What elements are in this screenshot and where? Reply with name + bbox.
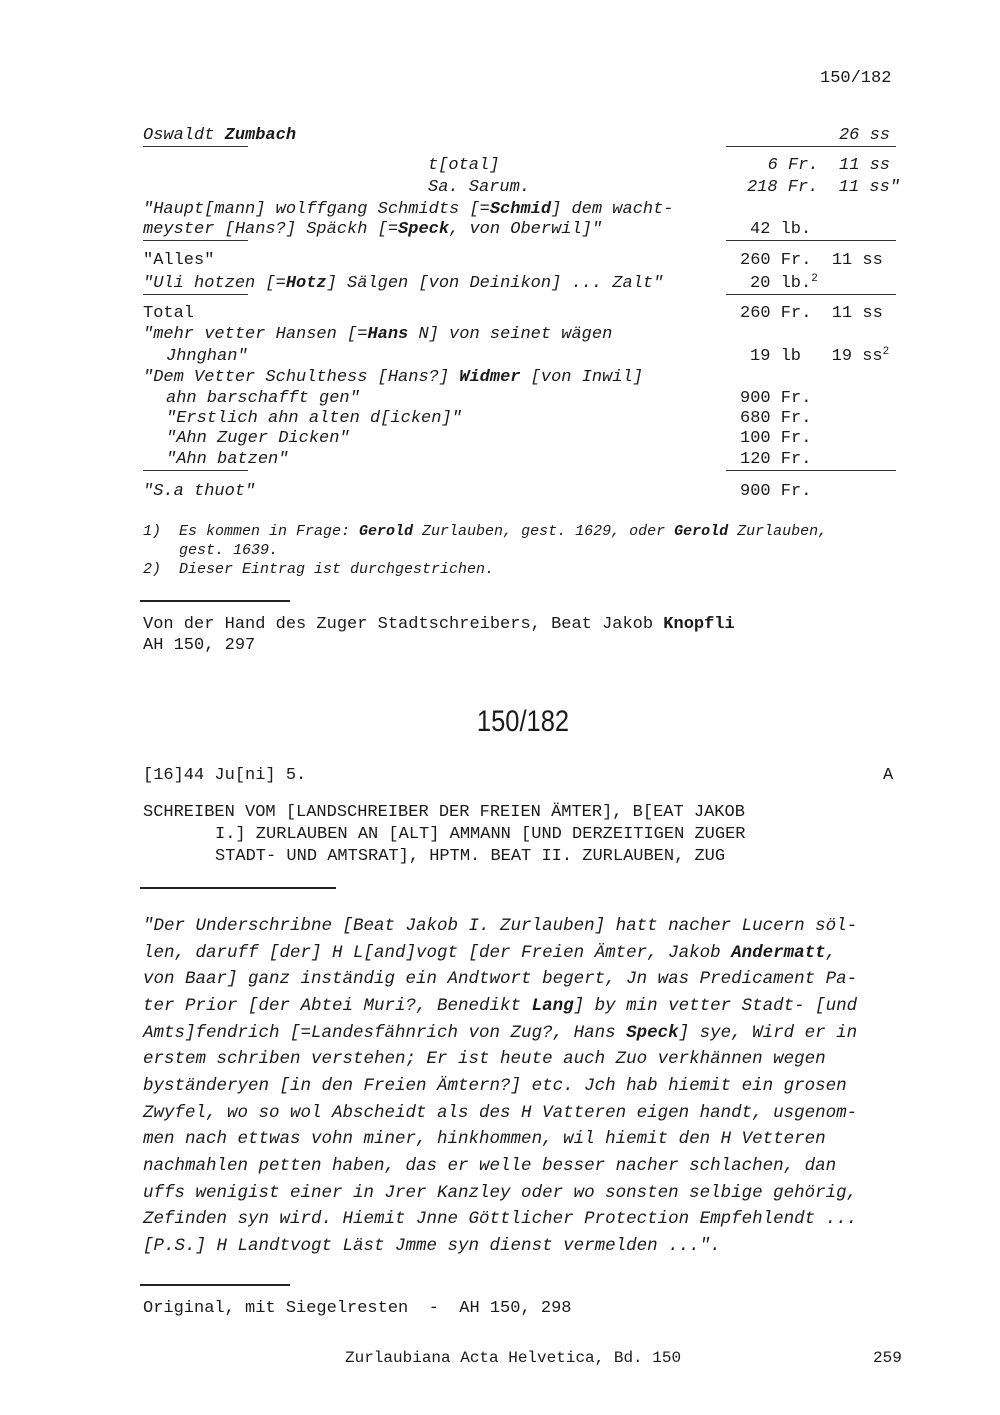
table-row-amount: 100 Fr. <box>740 429 812 448</box>
table-row-amount: 900 Fr. <box>740 389 812 408</box>
table-row-label: Oswaldt Zumbach <box>143 126 297 145</box>
table-row-amount: 42 lb. <box>750 220 812 239</box>
letter-line: byständeryen [in den Freien Ämtern?] etc. Jch hab hiemit ein grosen <box>143 1076 847 1096</box>
table-row-amount: 900 Fr. <box>740 482 812 501</box>
archive-reference: AH 150, 297 <box>143 636 256 655</box>
entry-number: 150/182 <box>476 705 570 738</box>
table-row-label: "Haupt[mann] wolffgang Schmidts [=Schmid] dem wacht- <box>143 200 674 219</box>
footnote-text: gest. 1639. <box>179 542 279 559</box>
source-note: Von der Hand des Zuger Stadtschreibers, Beat Jakob Knopfli <box>143 615 735 634</box>
letter-line: nachmahlen petten haben, das er welle besser nacher schlachen, dan <box>143 1156 837 1176</box>
table-row-label: "Ahn Zuger Dicken" <box>166 429 350 448</box>
table-row-amount: 680 Fr. <box>740 409 812 428</box>
letter-line: von Baar] ganz inständig ein Andtwort begert, Jn was Predicament Pa- <box>143 969 858 989</box>
footnote-number: 1) <box>143 523 162 540</box>
journal-title: Zurlaubiana Acta Helvetica, Bd. 150 <box>345 1349 682 1367</box>
table-row-amount: 26 ss <box>838 126 890 145</box>
letter-line: Zefinden syn wird. Hiemit Jnne Göttlicher Protection Empfehlendt ... <box>143 1209 858 1229</box>
letter-line: [P.S.] H Landtvogt Läst Jmme syn dienst vermelden ...". <box>143 1236 721 1256</box>
table-row-amount: 260 Fr. 11 ss <box>740 304 883 323</box>
table-row-label: ahn barschafft gen" <box>166 389 360 408</box>
letter-line: uffs wenigist einer in Jrer Kanzley oder wo sonsten selbige gehörig, <box>143 1183 858 1203</box>
table-row-amount: 120 Fr. <box>740 450 812 469</box>
divider <box>726 146 896 147</box>
table-row-label: Sa. Sarum. <box>428 178 531 197</box>
section-divider <box>140 600 290 602</box>
source-note: Original, mit Siegelresten - AH 150, 298 <box>143 1299 572 1318</box>
entry-title: STADT- UND AMTSRAT], HPTM. BEAT II. ZURLAUBEN, ZUG <box>215 847 726 866</box>
table-row-amount: 19 lb 19 $ss^2$ <box>750 346 890 366</box>
page-reference: 150/182 <box>820 69 892 88</box>
divider <box>726 240 896 241</box>
table-row-label: Total <box>143 304 195 323</box>
section-divider <box>140 887 336 889</box>
footnote-number: 2) <box>143 561 162 578</box>
letter-line: "Der Underschribne [Beat Jakob I. Zurlauben] hatt nacher Lucern söl- <box>143 916 858 936</box>
entry-title: I.] ZURLAUBEN AN [ALT] AMMANN [UND DERZEITIGEN ZUGER <box>215 825 746 844</box>
entry-date: [16]44 Ju[ni] 5. <box>143 766 307 785</box>
divider <box>143 240 248 241</box>
table-row-label: t[otal] <box>428 156 500 175</box>
divider <box>726 470 896 471</box>
section-divider <box>140 1284 290 1286</box>
footnote-text: Es kommen in Frage: Gerold Zurlauben, gest. 1629, oder Gerold Zurlauben, <box>179 523 828 540</box>
table-row-amount: 260 Fr. 11 ss <box>740 251 883 270</box>
divider <box>143 470 248 471</box>
letter-line: len, daruff [der] H L[and]vogt [der Freien Ämter, Jakob Andermatt, <box>143 943 837 963</box>
footnote-text: Dieser Eintrag ist durchgestrichen. <box>179 561 495 578</box>
entry-type: A <box>883 766 894 785</box>
table-row-label: "Ahn batzen" <box>166 450 289 469</box>
divider <box>143 294 248 295</box>
table-row-label: "S.a thuot" <box>143 482 256 501</box>
letter-line: Zwyfel, wo so wol Abscheidt als des H Vatteren eigen handt, usgenom- <box>143 1103 858 1123</box>
table-row-label: "Uli hotzen [=Hotz] Sälgen [von Deinikon] ... Zalt" <box>143 274 664 293</box>
divider <box>726 294 896 295</box>
table-row-label: "Erstlich ahn alten d[icken]" <box>166 409 462 428</box>
divider <box>143 146 248 147</box>
letter-line: men nach ettwas vohn miner, hinkhommen, wil hiemit den H Vetteren <box>143 1129 826 1149</box>
table-row-label: Jhnghan" <box>166 347 248 366</box>
entry-title: SCHREIBEN VOM [LANDSCHREIBER DER FREIEN ÄMTER], B[EAT JAKOB <box>143 803 745 822</box>
letter-line: erstem schriben verstehen; Er ist heute auch Zuo verkhännen wegen <box>143 1049 826 1069</box>
page-number: 259 <box>873 1349 902 1367</box>
table-row-amount: 218 Fr. 11 ss" <box>746 178 900 197</box>
table-row-label: "Alles" <box>143 251 215 270</box>
letter-line: Amts]fendrich [=Landesfähnrich von Zug?, Hans Speck] sye, Wird er in <box>143 1023 858 1043</box>
table-row-label: meyster [Hans?] Späckh [=Speck, von Oberwil]" <box>143 220 603 239</box>
table-row-amount: 20 lb.$^2$ <box>750 273 818 293</box>
table-row-label: "mehr vetter Hansen [=Hans N] von seinet wägen <box>143 325 613 344</box>
table-row-amount: 6 Fr. 11 ss <box>767 156 890 175</box>
table-row-label: "Dem Vetter Schulthess [Hans?] Widmer [von Inwil] <box>143 368 643 387</box>
letter-line: ter Prior [der Abtei Muri?, Benedikt Lang] by min vetter Stadt- [und <box>143 996 858 1016</box>
